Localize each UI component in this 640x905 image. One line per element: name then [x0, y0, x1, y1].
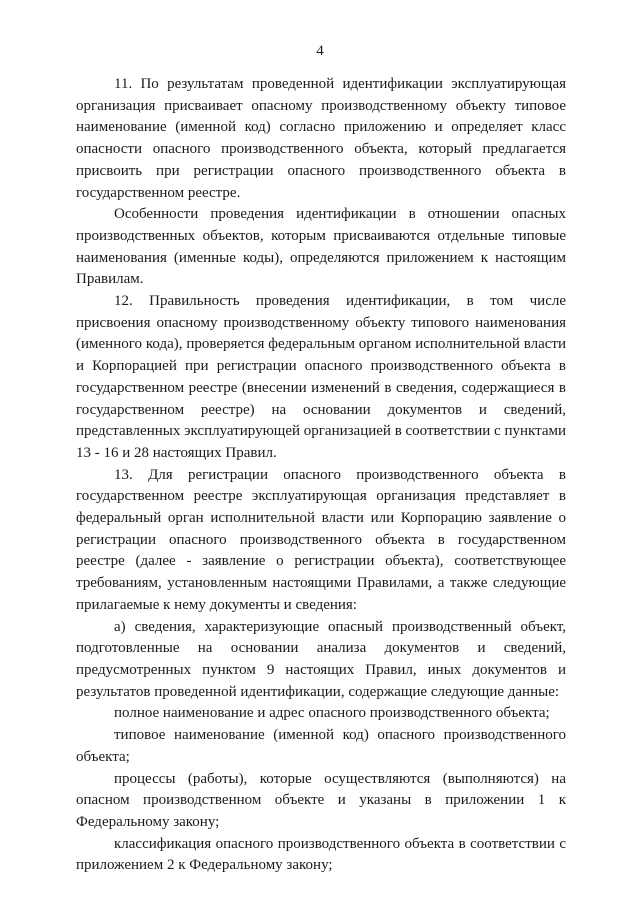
paragraph-11: 11. По результатам проведенной идентификации эксплуатирующая организация присваивает опасному производственному объекту типовое наименование (именной код) согласно приложению и определяет класс опасности опасного производственного объекта, который предлагается присвоить при регистрации опасного производственного объекта в государственном реестре. [76, 76, 566, 201]
list-item-typical-name: типовое наименование (именной код) опасного производственного объекта; [76, 727, 566, 765]
list-item-processes: процессы (работы), которые осуществляются (выполняются) на опасном производственном объекте и указаны в приложении 1 к Федеральному закону; [76, 770, 566, 830]
paragraph-13: 13. Для регистрации опасного производственного объекта в государственном реестре эксплуатирующая организация представляет в федеральный орган исполнительной власти или Корпорацию заявление о регистрации опасного производственного объекта в государственном реестре (далее - заявление о регистрации объекта), соответствующее требованиям, установленным настоящими Правилами, а также следующие прилагаемые к нему документы и сведения: [76, 466, 566, 613]
list-item-full-name-address: полное наименование и адрес опасного производственного объекта; [114, 705, 550, 722]
paragraph-13a: а) сведения, характеризующие опасный производственный объект, подготовленные на основании анализа документов и сведений, предусмотренных пунктом 9 настоящих Правил, иных документов и результатов проведенной идентификации, содержащие следующие данные: [76, 618, 566, 700]
document-body [76, 74, 566, 877]
paragraph-identification-specifics: Особенности проведения идентификации в отношении опасных производственных объектов, которым присваиваются отдельные типовые наименования (именные коды), определяются приложением к настоящим Правилам. [76, 206, 566, 288]
list-item-classification: классификация опасного производственного объекта в соответствии с приложением 2 к Федеральному закону; [76, 835, 566, 874]
page-number: 4 [316, 43, 324, 59]
paragraph-12: 12. Правильность проведения идентификации, в том числе присвоения опасному производственному объекту типового наименования (именного кода), проверяется федеральным органом исполнительной власти и Корпорацией при регистрации опасного производственного объекта в государственном реестре (внесении изменений в сведения, содержащиеся в государственном реестре) на основании документов и сведений, представленных эксплуатирующей организацией в соответствии с пунктами 13 - 16 и 28 настоящих Правил. [76, 293, 566, 461]
